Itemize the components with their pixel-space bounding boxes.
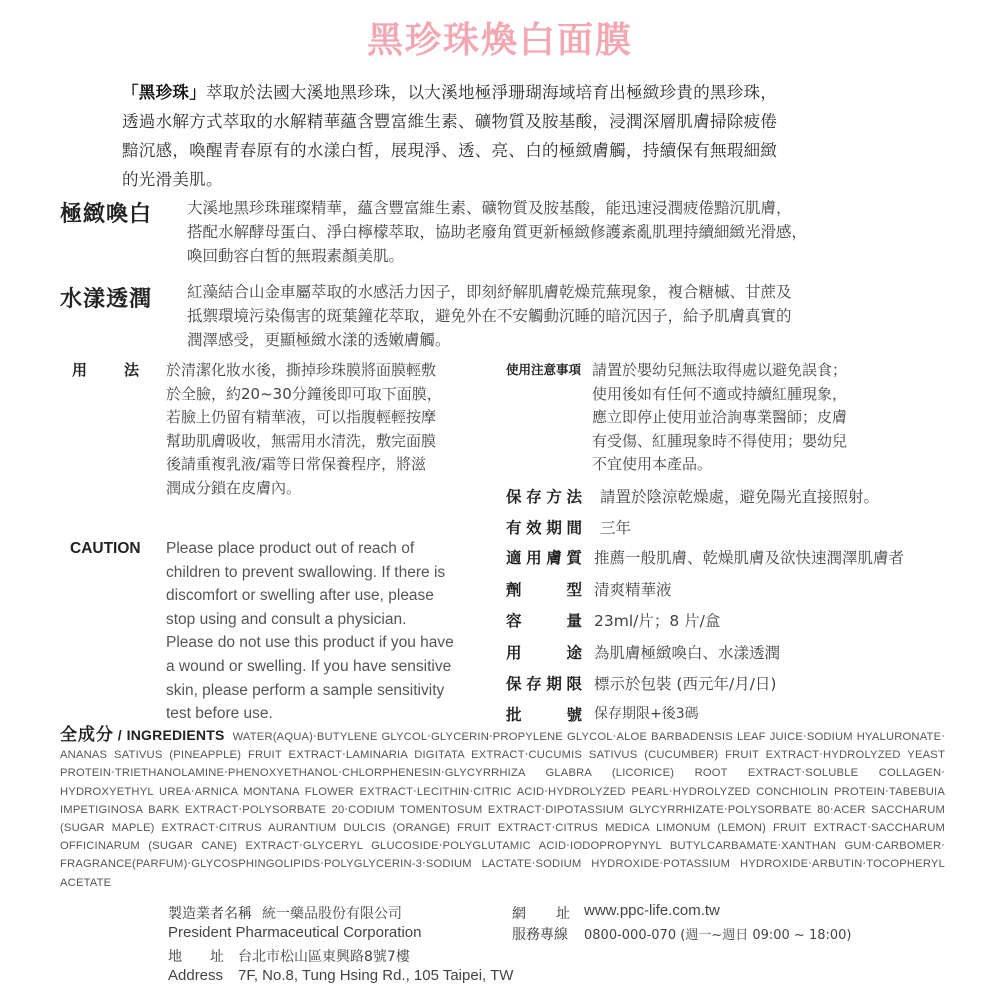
intro-lead: 「黑珍珠」 — [122, 83, 206, 102]
spec-value-expiry: 標示於包裝 (西元年/月/日) — [594, 675, 777, 693]
maker-label: 製造業者名稱 — [168, 906, 252, 922]
address-value: 台北市松山區東興路8號7樓 — [238, 949, 410, 965]
intro-line-2: 透過水解方式萃取的水解精華蘊含豐富維生素、礦物質及胺基酸，浸潤深層肌膚掃除疲倦 — [122, 112, 778, 131]
notes-line: 有受傷、紅腫現象時不得使用；嬰幼兒 — [592, 431, 848, 450]
notes-text — [592, 359, 912, 477]
caution-label: CAUTION — [70, 540, 141, 557]
caution-text — [166, 537, 476, 726]
page-title: 黑珍珠煥白面膜 — [366, 20, 633, 61]
feature-text-hydrating — [187, 280, 927, 352]
maker-english: President Pharmaceutical Corporation — [168, 924, 422, 941]
spec-value-batch: 保存期限+後3碼 — [594, 706, 699, 722]
intro-paragraph — [122, 78, 862, 194]
address-label-b: 址 — [210, 949, 224, 965]
feature-line: 喚回動容白皙的無瑕素顏美肌。 — [187, 247, 405, 265]
ingredients-label-en: / INGREDIENTS — [117, 727, 225, 743]
feature-line: 紅藻結合山金車屬萃取的水感活力因子，即刻紓解肌膚乾燥荒蕪現象，複合糖槭、甘蔗及 — [187, 283, 792, 301]
feature-label-whitening: 極緻喚白 — [60, 202, 153, 227]
caution-line: discomfort or swelling after use, please — [166, 587, 434, 605]
notes-line: 不宜使用本產品。 — [592, 455, 713, 474]
service-label: 服務專線 — [512, 927, 568, 943]
website-link[interactable]: www.ppc-life.com.tw — [584, 902, 720, 919]
maker-value: 統一藥品股份有限公司 — [262, 906, 402, 922]
usage-line: 若臉上仍留有精華液，可以指腹輕輕按摩 — [166, 408, 437, 427]
spec-label-shelf-life: 有效期間 — [506, 519, 582, 537]
caution-line: skin, please perform a sample sensitivity — [166, 681, 445, 699]
spec-label-volume: 容量 — [506, 612, 582, 630]
address-english-label: Address — [168, 967, 224, 984]
spec-label-skin-type: 適用膚質 — [506, 549, 582, 567]
address-english-value: 7F, No.8, Tung Hsing Rd., 105 Taipei, TW — [238, 967, 514, 984]
feature-line: 搭配水解酵母蛋白、淨白檸檬萃取，協助老廢角質更新極緻修護紊亂肌理持續細緻光滑感， — [187, 223, 808, 241]
spec-label-batch: 批號 — [506, 706, 582, 724]
caution-line: a wound or swelling. If you have sensitive — [166, 657, 452, 675]
usage-line: 後請重複乳液/霜等日常保養程序，將滋 — [166, 455, 427, 474]
spec-value-purpose: 為肌膚極緻喚白、水漾透潤 — [594, 644, 781, 662]
spec-label-expiry: 保存期限 — [506, 675, 582, 693]
feature-line: 抵禦環境污染傷害的斑葉鐘花萃取，避免外在不安觸動沉睡的暗沉因子，給予肌膚真實的 — [187, 307, 792, 325]
feature-label-hydrating: 水漾透潤 — [60, 287, 153, 312]
spec-label-purpose: 用途 — [506, 644, 582, 662]
usage-text — [166, 359, 476, 501]
feature-line: 潤澤感受，更顯極緻水漾的透嫩膚觸。 — [187, 331, 451, 349]
spec-value-skin-type: 推薦一般肌膚、乾燥肌膚及欲快速潤澤肌膚者 — [594, 549, 905, 567]
address-label-a: 地 — [168, 949, 182, 965]
usage-label-a: 用 — [72, 361, 88, 379]
intro-line — [122, 78, 862, 107]
caution-line: stop using and consult a physician. — [166, 610, 407, 628]
spec-value-storage: 請置於陰涼乾燥處，避免陽光直接照射。 — [600, 488, 880, 506]
ingredients-text: WATER(AQUA)‧BUTYLENE GLYCOL‧GLYCERIN‧PROPYLENE GLYCOL‧ALOE BARBADENSIS LEAF JUICE‧SODIUM HYALURONATE‧ANANAS SATIVUS (PINEAPPLE) FRUIT EXTRACT‧LAMINARIA DIGITATA EXTRACT‧CUCUMIS SATIVUS (CUCUMBER) FRUIT EXTRACT‧HYDROLYZED YEAST PROTEIN‧TRIETHANOLAMINE‧PHENOXYETHANOL‧CHLORPHENESIN‧GLYCYRRHIZA GLABRA (LICORICE) ROOT EXTRACT‧SOLUBLE COLLAGEN‧HYDROXYETHYL UREA‧ARNICA MONTANA FLOWER EXTRACT‧LECITHIN‧CITRIC ACID‧HYDROLYZED PEARL‧HYDROLYZED CONCHIOLIN PROTEIN‧TABEBUIA IMPETIGINOSA BARK EXTRACT‧POLYSORBATE 20‧CODIUM TOMENTOSUM EXTRACT‧DIPOTASSIUM GLYCYRRHIZATE‧POLYSORBATE 80‧ACER SACCHARUM (SUGAR MAPLE) EXTRACT‧CITRUS AURANTIUM DULCIS (ORANGE) FRUIT EXTRACT‧CITRUS MEDICA LIMONUM (LEMON) FRUIT EXTRACT‧SACCHARUM OFFICINARUM (SUGAR CANE) EXTRACT‧GLYCERYL GLUCOSIDE‧POLYGLUTAMIC ACID‧IODOPROPYNYL BUTYLCARBAMATE‧XANTHAN GUM‧CARBOMER‧FRAGRANCE(PARFUM)‧GLYCOSPHINGOLIPIDS‧POLYGLYCERIN-3‧SODIUM LACTATE‧SODIUM HYDROXIDE‧POTASSIUM HYDROXIDE‧ARBUTIN‧TOCOPHERYL ACETATE — [60, 731, 945, 889]
caution-line: Please place product out of reach of — [166, 540, 415, 557]
spec-value-shelf-life: 三年 — [600, 519, 632, 537]
notes-line: 使用後如有任何不適或持續紅腫現象， — [592, 384, 848, 403]
caution-line: test before use. — [166, 705, 273, 723]
spec-value-form: 清爽精華液 — [594, 581, 672, 599]
caution-line: children to prevent swallowing. If there is — [166, 563, 446, 581]
website-label-a: 網 — [512, 906, 526, 922]
intro-line-1: 萃取於法國大溪地黑珍珠，以大溪地極淨珊瑚海域培育出極緻珍貴的黑珍珠， — [206, 83, 778, 102]
feature-line: 大溪地黑珍珠璀璨精華，蘊含豐富維生素、礦物質及胺基酸，能迅速浸潤疲倦黯沉肌膚， — [187, 199, 792, 217]
spec-label-storage: 保存方法 — [506, 488, 582, 506]
ingredients-label-zh: 全成分 — [60, 725, 114, 745]
caution-line: Please do not use this product if you have — [166, 634, 454, 652]
ingredients-block — [60, 726, 945, 892]
intro-line-3: 黯沉感，喚醒青春原有的水漾白皙，展現淨、透、亮、白的極緻膚觸，持續保有無瑕細緻 — [122, 141, 778, 160]
usage-line: 幫助肌膚吸收，無需用水清洗，敷完面膜 — [166, 431, 437, 450]
usage-label-b: 法 — [124, 361, 140, 379]
website-label-b: 址 — [556, 906, 570, 922]
usage-line: 於全臉，約20~30分鐘後即可取下面膜， — [166, 384, 442, 403]
spec-value-volume: 23ml/片；8 片/盒 — [594, 612, 721, 630]
intro-line-4: 的光滑美肌。 — [122, 170, 223, 189]
feature-text-whitening — [187, 196, 927, 268]
spec-label-form: 劑型 — [506, 581, 582, 599]
usage-line: 於清潔化妝水後，撕掉珍珠膜將面膜輕敷 — [166, 361, 437, 379]
usage-line: 潤成分鎖在皮膚內。 — [166, 478, 302, 497]
notes-line: 請置於嬰幼兒無法取得處以避免誤食； — [592, 361, 848, 379]
notes-line: 應立即停止使用並洽詢專業醫師；皮膚 — [592, 408, 848, 427]
service-phone: 0800-000-070 (週一~週日 09:00 ~ 18:00) — [584, 928, 852, 943]
notes-label: 使用注意事項 — [506, 362, 582, 377]
